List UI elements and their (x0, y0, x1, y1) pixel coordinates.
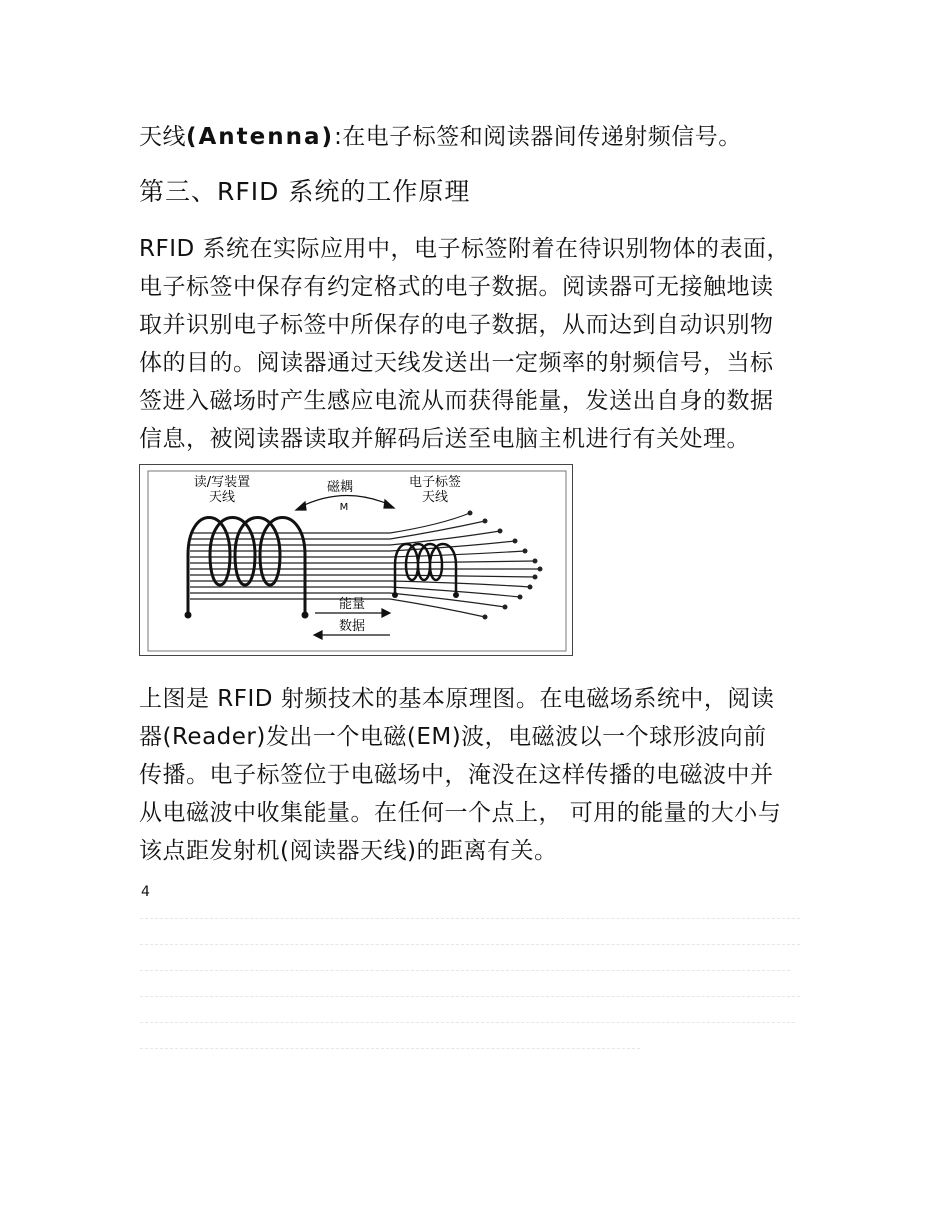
paragraph-line: 传播。电子标签位于电磁场中，淹没在这样传播的电磁波中并 (139, 762, 774, 788)
rfid-principle-figure (139, 464, 573, 656)
faint-text-line (140, 970, 790, 972)
data-label: 数据 (338, 619, 366, 634)
paragraph-line: 体的目的。阅读器通过天线发送出一定频率的射频信号，当标 (139, 350, 774, 376)
reader-label-line2: 天线 (208, 490, 236, 505)
page-number: 4 (141, 884, 150, 900)
paragraph-line: 器(Reader)发出一个电磁(EM)波，电磁波以一个球形波向前 (139, 724, 767, 750)
antenna-term-description: :在电子标签和阅读器间传递射频信号。 (334, 124, 742, 150)
paragraph-line: 上图是 RFID 射频技术的基本原理图。在电磁场系统中，阅读 (139, 686, 775, 712)
paragraph-line: 取并识别电子标签中所保存的电子数据，从而达到自动识别物 (139, 312, 774, 338)
paragraph-line: 该点距发射机(阅读器天线)的距离有关。 (139, 838, 558, 864)
paragraph-figure-explanation (139, 680, 819, 870)
faint-text-line (140, 1022, 795, 1024)
paragraph-line: 电子标签中保存有约定格式的电子数据。阅读器可无接触地读 (139, 274, 774, 300)
paragraph-line: 从电磁波中收集能量。在任何一个点上， 可用的能量的大小与 (139, 800, 782, 826)
section-heading: 第三、RFID 系统的工作原理 (139, 177, 471, 206)
paragraph-line: RFID 系统在实际应用中，电子标签附着在待识别物体的表面， (139, 236, 791, 262)
coupling-symbol: M (339, 502, 349, 513)
paragraph-working-principle (139, 230, 819, 458)
faint-text-line (140, 996, 800, 998)
antenna-definition (139, 118, 819, 156)
coupling-label: 磁耦 (326, 480, 354, 495)
paragraph-line: 签进入磁场时产生感应电流从而获得能量，发送出自身的数据 (139, 388, 774, 414)
antenna-term-english: (Antenna) (186, 124, 335, 150)
tag-terminal-right (453, 592, 459, 598)
tag-terminal-left (392, 592, 398, 598)
faint-text-line (140, 918, 800, 920)
tag-label-line1: 电子标签 (408, 475, 462, 490)
tag-label-line2: 天线 (421, 490, 449, 505)
antenna-term-prefix: 天线 (139, 124, 186, 150)
reader-coil (188, 518, 305, 616)
rfid-diagram-graphic (140, 465, 574, 657)
reader-label-line1: 读/写装置 (193, 475, 251, 490)
faint-text-line (140, 944, 800, 946)
paragraph-line: 信息，被阅读器读取并解码后送至电脑主机进行有关处理。 (139, 426, 750, 452)
energy-label: 能量 (338, 597, 366, 612)
reader-terminal-right (302, 612, 309, 619)
faint-text-line (140, 1048, 640, 1050)
reader-terminal-left (185, 612, 192, 619)
